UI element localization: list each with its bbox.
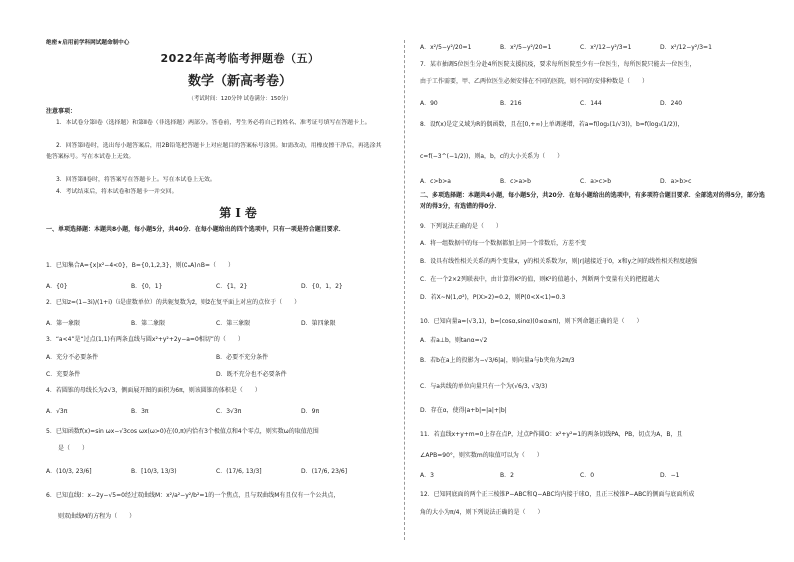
exam-info: （考试时间：120分钟 试卷满分：150分） xyxy=(188,96,292,102)
option: B．2 xyxy=(500,472,514,479)
option: D．第四象限 xyxy=(301,320,336,327)
question-10: 10．已知向量a=(√3,1)，b=(cosα,sinα)(0≤α≤π)，则下列命题正确的是（ ） xyxy=(420,318,643,325)
option: A．(10/3, 23/6] xyxy=(46,468,92,475)
note-item: 3．回答第Ⅱ卷时，将答案写在答题卡上。写在本试卷上无效。 xyxy=(56,177,216,183)
section-2-heading: 二、多项选择题：本题共4小题，每小题5分，共20分．在每小题给出的选项中，有多项符合题目要求．全部选对的得5分，部分选对的得3分，有选错的得0分． xyxy=(420,192,765,210)
question-1: 1．已知集合A={x|x²−4<0}，B={0,1,2,3}，则(∁ₐA)∩B=（ ） xyxy=(46,262,235,269)
question-4: 4．若圆锥的母线长为2√3，侧面展开图的面积为6π，则该圆锥的体积是（ ） xyxy=(46,387,261,394)
question-5-options xyxy=(46,466,386,475)
question-6-options xyxy=(420,42,740,51)
option: B．x²/5−y²/20=1 xyxy=(500,44,552,51)
question-10-option-d: D．存在α，使得|a+b|=|a|+|b| xyxy=(420,407,507,414)
question-8-cont: c=f(−3^(−1/2))，则a，b，c的大小关系为（ ） xyxy=(420,153,564,160)
question-10-option-b: B．若b在a上的投影为−√3/6|a|，则向量a与b夹角为2π/3 xyxy=(420,357,575,364)
subject-title: 数学（新高考卷） xyxy=(187,74,292,89)
option: B．3π xyxy=(131,408,149,415)
option: C．(17/6, 13/3] xyxy=(216,468,262,475)
option: D．(17/6, 23/6] xyxy=(301,468,348,475)
option: D．a>b>c xyxy=(660,178,692,185)
question-10-option-c: C．与a共线的单位向量只有一个为(√6/3, √3/3) xyxy=(420,383,548,390)
question-3: 3．“a<4”是“过点(1,1)有两条直线与圆x²+y²+2y−a=0相切”的（ ） xyxy=(46,336,244,343)
option: D．9π xyxy=(301,408,320,415)
part-title: 第Ⅰ卷 xyxy=(219,206,261,220)
note-item: 4．考试结束后，将本试卷和答题卡一并交回。 xyxy=(56,189,178,195)
option: C．充要条件 xyxy=(46,371,81,378)
option: B．c>a>b xyxy=(500,178,531,185)
option: B．第二象限 xyxy=(131,320,166,327)
option: D．既不充分也不必要条件 xyxy=(216,371,287,378)
question-6-cont: 则双曲线M的方程为（ ） xyxy=(58,513,136,520)
option: D．x²/12−y²/3=1 xyxy=(660,44,712,51)
question-11: 11．若直线x+y+m=0上存在点P，过点P作圆O：x²+y²=1的两条切线PA，PB，切点为A，B，且 xyxy=(420,431,683,438)
option: C．{1，2} xyxy=(216,283,248,290)
option: A．c>b>a xyxy=(420,178,451,185)
question-9-option-b: B．设具有线性相关关系的两个变量x，y的相关系数为r，则|r|越接近于0，x和y之间的线性相关程度越强 xyxy=(420,258,698,265)
question-2-options xyxy=(46,318,386,327)
question-9-option-c: C．在一个2×2列联表中，由计算得K²的值，则K²的值越小，判断两个变量有关的把握越大 xyxy=(420,276,660,283)
option: C．0 xyxy=(580,472,595,479)
option: D．−1 xyxy=(660,472,680,479)
question-4-options xyxy=(46,406,386,415)
question-12-cont: 角的大小为π/4，则下列说法正确的是（ ） xyxy=(420,509,544,516)
question-7-options xyxy=(420,98,740,107)
option: C．x²/12−y²/3=1 xyxy=(580,44,632,51)
option: B．必要不充分条件 xyxy=(216,354,269,361)
option: A．第一象限 xyxy=(46,320,81,327)
question-5: 5．已知函数f(x)=sin ωx−√3cos ωx(ω>0)在(0,π)内恰有3个极值点和4个零点，则实数ω的取值范围 xyxy=(46,428,319,435)
question-9-option-a: A．将一组数据中的每一个数据都加上同一个常数后，方差不变 xyxy=(420,240,587,247)
question-7-cont: 由于工作需要，甲、乙两位医生必须安排在不同的医院，则不同的安排种数是（ ） xyxy=(420,78,649,85)
option: A．√3π xyxy=(46,408,68,415)
option: C．第三象限 xyxy=(216,320,251,327)
question-11-options xyxy=(420,470,740,479)
question-12: 12．已知同底面的两个正三棱锥P−ABC和Q−ABC均内接于球O，且正三棱锥P−ABC的侧面与底面所成 xyxy=(420,491,695,498)
question-9-option-d: D．若X~N(1,σ²)，P(X>2)=0.2，则P(0<X<1)=0.3 xyxy=(420,294,566,301)
option: D．{0，1，2} xyxy=(301,283,343,290)
option: D．240 xyxy=(660,100,683,107)
question-8-options xyxy=(420,176,740,185)
question-7: 7．某市抽调5位医生分赴4所医院支援抗疫，要求每所医院至少有一位医生，每所医院只能去一位医生， xyxy=(420,61,696,68)
note-item: 1．本试卷分第Ⅰ卷（选择题）和第Ⅱ卷（非选择题）两部分。答卷前，考生务必将自己的姓名、准考证号填写在答题卡上。 xyxy=(56,120,371,126)
column-divider xyxy=(404,40,405,540)
question-1-options xyxy=(46,281,386,290)
question-5-cont: 是（ ） xyxy=(58,445,89,452)
option: C．144 xyxy=(580,100,602,107)
option: A．充分不必要条件 xyxy=(46,354,99,361)
option: B．[10/3, 13/3) xyxy=(131,468,177,475)
question-11-cont: ∠APB=90°，则实数m的取值可以为（ ） xyxy=(420,452,543,459)
option: B．{0，1} xyxy=(131,283,163,290)
question-10-option-a: A．若a⊥b，则tanα=√2 xyxy=(420,337,488,344)
option: A．{0} xyxy=(46,283,68,290)
exam-title: 2022年高考临考押题卷（五） xyxy=(160,52,320,65)
option: C．a>c>b xyxy=(580,178,612,185)
question-6: 6．已知直线l：x−2y−√5=0经过双曲线M：x²/a²−y²/b²=1的一个焦点，且与双曲线M有且仅有一个公共点， xyxy=(46,492,340,499)
question-8: 8．设f(x)是定义域为R的偶函数，且在[0,+∞)上单调递增，若a=f(log₂(1/√3))，b=f(log₃(1/2))， xyxy=(420,121,684,128)
option: A．x²/5−y²/20=1 xyxy=(420,44,472,51)
option: B．216 xyxy=(500,100,522,107)
option: A．3 xyxy=(420,472,434,479)
question-2: 2．已知z=(1−3i)/(1+i)（i是虚数单位）的共轭复数为z̄，则z̄在复平面上对应的点位于（ ） xyxy=(46,299,301,306)
confidential-note: 绝密★启用前学科网试题命制中心 xyxy=(46,40,130,46)
option: C．3√3π xyxy=(216,408,242,415)
notes-title: 注意事项： xyxy=(46,108,77,115)
question-9: 9．下列说法正确的是（ ） xyxy=(420,223,502,230)
option: A．90 xyxy=(420,100,438,107)
note-item: 2．回答第Ⅰ卷时，选出每小题答案后，用2B铅笔把答题卡上对应题目的答案标号涂黑。如需改动，用橡皮擦干净后，再选涂其他答案标号。写在本试卷上无效。 xyxy=(46,143,382,160)
section-heading: 一、单项选择题：本题共8小题，每小题5分，共40分．在每小题给出的四个选项中，只有一项是符合题目要求． xyxy=(46,226,345,233)
